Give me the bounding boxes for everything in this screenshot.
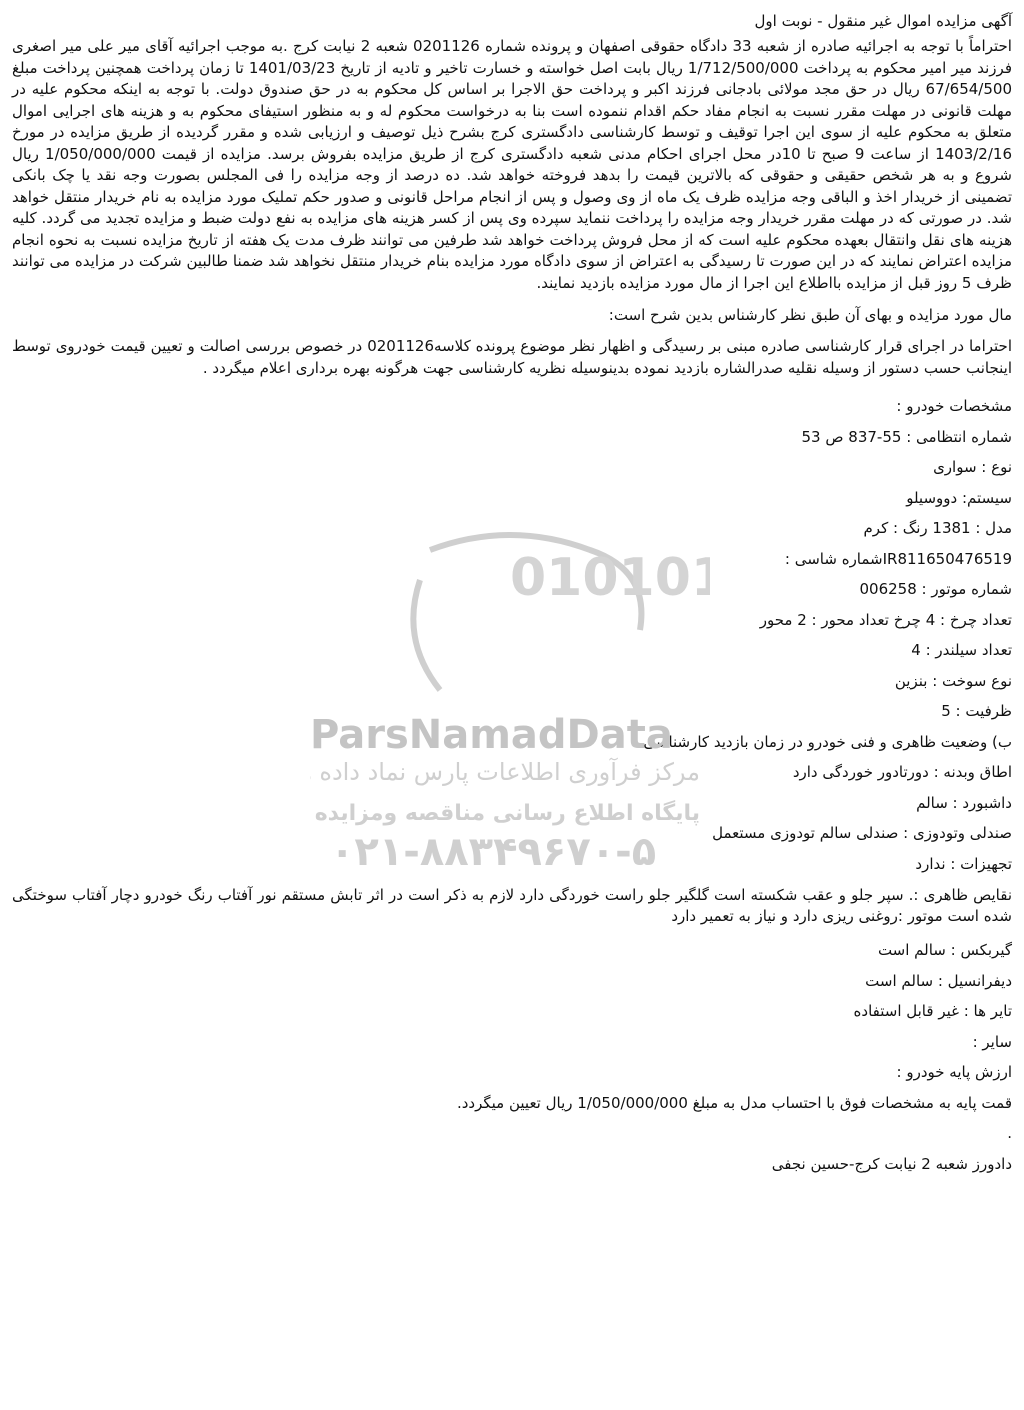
seats-condition: صندلی وتودوزی : صندلی سالم تودوزی مستعمل bbox=[712, 824, 1012, 842]
signature-line: دادورز شعبه 2 نیابت کرج-حسین نجفی bbox=[771, 1154, 1012, 1173]
condition-heading: ب) وضعیت ظاهری و فنی خودرو در زمان بازدید کارشناسی : bbox=[633, 732, 1012, 751]
subject-heading: مال مورد مزایده و بهای آن طبق نظر کارشناس بدین شرح است: bbox=[608, 306, 1012, 324]
vehicle-system: سیستم: دووسیلو bbox=[906, 488, 1012, 507]
page-title: آگهی مزایده اموال غیر منقول - نوبت اول bbox=[754, 12, 1012, 30]
price-statement: قمت پایه به مشخصات فوق با احتساب مدل به مبلغ 1/050/000/000 ریال تعیین میگردد. bbox=[456, 1093, 1012, 1112]
announcement-paragraph: احتراماً با توجه به اجرائیه صادره از شعبه 33 دادگاه حقوقی اصفهان و پرونده شماره 0201126 شعبه 2 نیابت کرج .به موجب اجرائیه آقای میر علی میر اصغری فرزند میر امیر محکوم به پرداخت 1/712/500/000 ریال بابت اصل خواسته و خسارت تاخیر و تادیه از تاریخ 1401/03/23 تا زمان پرداخت همچنین پرداخت مبلغ 67/654/500 ریال در حق مجد مولائی بادجانی فرزند اکبر و پرداخت حق الاجرا بر اساس کل محکوم به در حق صندوق دولت. با توجه به اینکه محکوم علیه در مهلت قانونی در مهلت مقرر نسبت به انجام مفاد حکم اقدام ننموده است بنا به درخواست محکوم له و به منظور استیفای محکوم به و هزینه های اجرایی اموال متعلق به محکوم علیه از سوی این اجرا توقیف و توسط کارشناسی دادگستری کرج بشرح ذیل توصیف و ارزیابی شده و مقرر گردیده از طریق مزایده در مورخ 1403/2/16 از ساعت 9 صبح تا 10در محل اجرای احکام مدنی شعبه دادگستری کرج از طریق مزایده بفروش برسد. مزایده از قیمت 1/050/000/000 ریال شروع و به هر شخص حقیقی و حقوقی که بالاترین قیمت را بدهد فروخته خواهد شد. ده درصد از وجه مزایده را فی المجلس بصورت وجه نقد یا چک بانکی تضمینی از خریدار اخذ و الباقی وجه مزایده ظرف یک ماه از وی وصول و پس از انجام مراحل قانونی و صدور حکم تملیک مورد مزایده به نام خریدار منتقل خواهد شد. در صورتی که در مهلت مقرر خریدار وجه مزایده را پرداخت ننماید سپرده وی پس از کسر هزینه های مزایده به نفع دولت ضبط و مزایده تجدید می گردد. کلیه هزینه های نقل وانتقال بعهده محکوم علیه است که از محل فروش پرداخت خواهد شد طرفین می توانند ظرف مدت یک هفته از تاریخ مزایده نسبت به نحوه انجام مزایده اعتراض نمایند که در این صورت تا رسیدگی به اعتراض از سوی دادگاه مورد مزایده بنام خریدار منتقل نخواهد شد ضمنا طالبین شرکت در مزایده می توانند ظرف 5 روز قبل از مزایده بااطلاع این اجرا از مال مورد مزایده بازدید نمایند. bbox=[12, 37, 1012, 292]
equipment: تجهیزات : ندارد bbox=[915, 854, 1012, 873]
body-condition: اطاق وبدنه : دورتادور خوردگی دارد bbox=[792, 763, 1012, 781]
differential-condition: دیفرانسیل : سالم است bbox=[865, 971, 1012, 990]
tires-condition: تایر ها : غیر قابل استفاده bbox=[853, 1002, 1012, 1020]
vehicle-specs-heading: مشخصات خودرو : bbox=[896, 397, 1012, 415]
watermark-digits: 010101 bbox=[510, 548, 710, 608]
gearbox-condition: گیربکس : سالم است bbox=[877, 941, 1012, 959]
watermark-brand: ParsNamadData bbox=[310, 712, 673, 758]
watermark-line1: مرکز فرآوری اطلاعات پارس نماد داده ها bbox=[310, 758, 700, 786]
fuel-type: نوع سوخت : بنزین bbox=[894, 671, 1012, 690]
watermark-line2: پایگاه اطلاع رسانی مناقصه ومزایده bbox=[314, 801, 700, 826]
cylinders: تعداد سیلندر : 4 bbox=[911, 641, 1012, 659]
expert-paragraph: احتراما در اجرای قرار کارشناسی صادره مبنی بر رسیدگی و اظهار نظر موضوع پرونده کلاسه0201126 در خصوص بررسی اصالت و تعیین قیمت خودروی توسط اینجانب حسب دستور از وسیله نقلیه صدرالشاره بازدید نموده بدینوسیله نظریه کارشناسی جهت هرگونه بهره برداری اعلام میگردد . bbox=[12, 337, 1012, 377]
watermark-phone: ۰۲۱-۸۸۳۴۹۶۷۰-۵ bbox=[330, 829, 657, 875]
model-color: مدل : 1381 رنگ : کرم bbox=[863, 519, 1012, 537]
other: سایر : bbox=[972, 1032, 1012, 1051]
capacity: ظرفیت : 5 bbox=[941, 702, 1012, 720]
defects: نقایص ظاهری :. سپر جلو و عقب شکسته است گلگیر جلو راست خوردگی دارد لازم به ذکر است در اثر تابش مستقم نور آفتاب رنگ خودرو دچار آفتاب سوختگی شده است موتور :روغنی ریزی دارد و نیاز به تعمیر دارد bbox=[12, 886, 1012, 925]
dashboard-condition: داشبورد : سالم bbox=[916, 793, 1012, 812]
engine-number: شماره موتور : 006258 bbox=[859, 580, 1012, 598]
vehicle-type: نوع : سواری bbox=[933, 458, 1012, 476]
plate-number: شماره انتظامی : 55-837 ص 53 bbox=[801, 427, 1012, 446]
dot-separator: . bbox=[1007, 1124, 1012, 1142]
chassis-number: IR811650476519شماره شاسی : bbox=[784, 549, 1012, 568]
base-value-heading: ارزش پایه خودرو : bbox=[896, 1063, 1012, 1081]
wheels-axles: تعداد چرخ : 4 چرخ تعداد محور : 2 محور bbox=[759, 610, 1012, 629]
